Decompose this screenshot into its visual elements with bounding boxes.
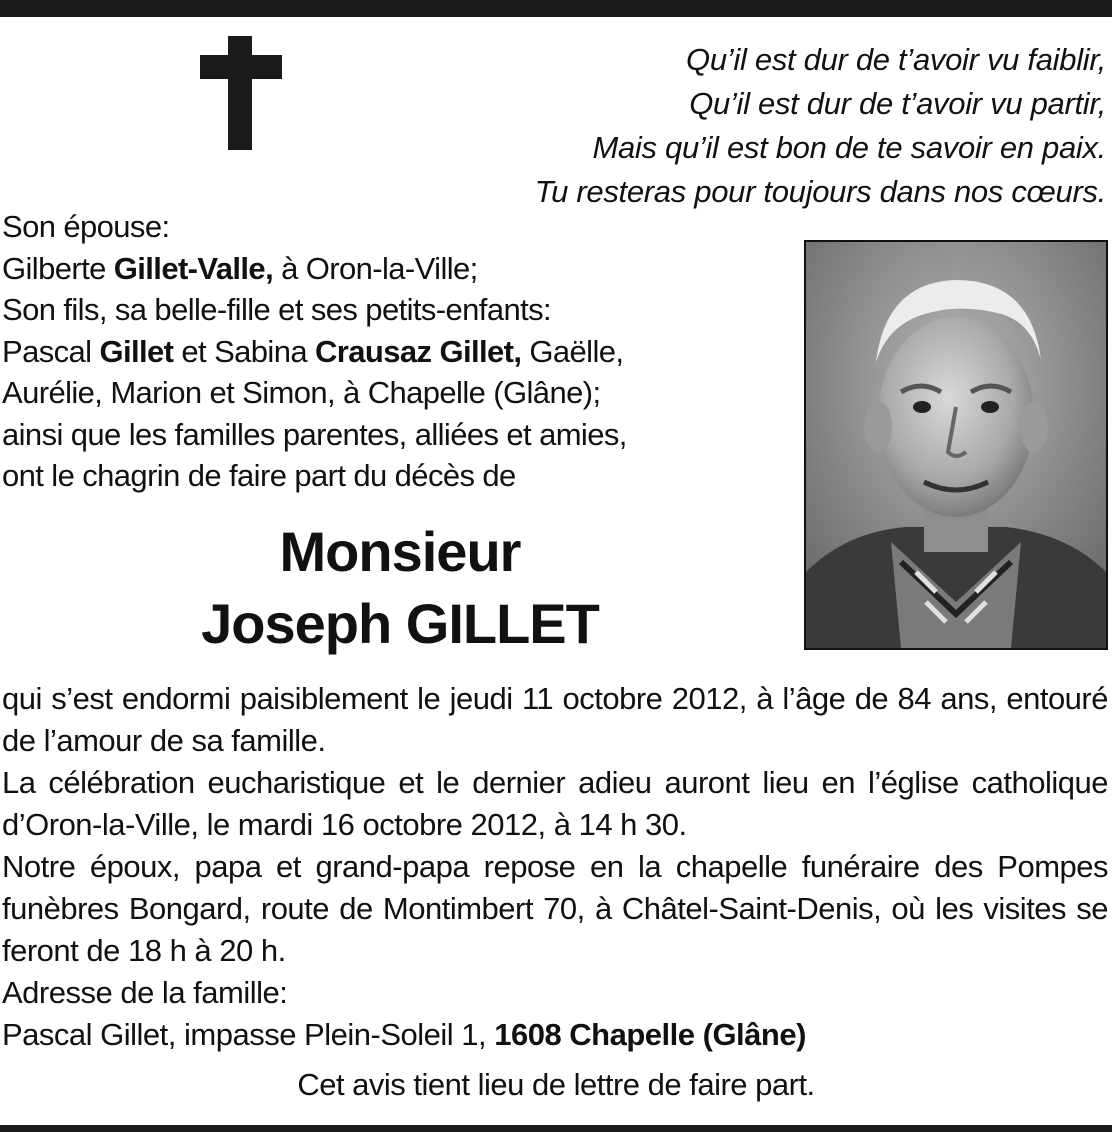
spouse-line: Gilberte Gillet-Valle, à Oron-la-Ville; (2, 250, 478, 286)
poem-line: Qu’il est dur de t’avoir vu faiblir, (686, 42, 1106, 77)
family-list (2, 206, 792, 497)
spouse-heading: Son épouse: (2, 209, 170, 244)
deceased-name: Joseph GILLET (201, 592, 599, 655)
rest-paragraph: Notre époux, papa et grand-papa repose en la chapelle funéraire des Pompes funèbres Bongard, route de Montimbert 70, à Châtel-Saint-Denis, où les visites se feront de 18 h à 20 h. (2, 849, 1108, 968)
announcement-body (2, 678, 1108, 1056)
cross-icon (200, 36, 282, 152)
deceased-name-block (0, 516, 800, 660)
address-heading: Adresse de la famille: (2, 975, 288, 1010)
top-rule (0, 0, 1112, 17)
relatives-line: ainsi que les familles parentes, alliées et amies, (2, 416, 627, 452)
son-line: Pascal Gillet et Sabina Crausaz Gillet, Gaëlle, (2, 333, 624, 369)
bottom-rule (0, 1125, 1112, 1132)
poem-line: Qu’il est dur de t’avoir vu partir, (689, 86, 1106, 121)
children-heading: Son fils, sa belle-fille et ses petits-enfants: (2, 292, 552, 327)
announcement-line: ont le chagrin de faire part du décès de (2, 458, 516, 493)
grandchildren-line: Aurélie, Marion et Simon, à Chapelle (Glâne); (2, 375, 601, 410)
poem (406, 38, 1106, 214)
closing-note: Cet avis tient lieu de lettre de faire part. (297, 1067, 815, 1102)
poem-line: Tu resteras pour toujours dans nos cœurs. (534, 174, 1106, 209)
deceased-title: Monsieur (279, 520, 521, 583)
poem-line: Mais qu’il est bon de te savoir en paix. (592, 130, 1106, 165)
portrait-photo (804, 240, 1108, 650)
death-paragraph: qui s’est endormi paisiblement le jeudi 11 octobre 2012, à l’âge de 84 ans, entouré de l’amour de sa famille. (2, 681, 1108, 758)
ceremony-paragraph: La célébration eucharistique et le dernier adieu auront lieu en l’église catholique d’Oron-la-Ville, le mardi 16 octobre 2012, à 14 h 30. (2, 765, 1108, 842)
address-line: Pascal Gillet, impasse Plein-Soleil 1, 1608 Chapelle (Glâne) (2, 1017, 806, 1052)
